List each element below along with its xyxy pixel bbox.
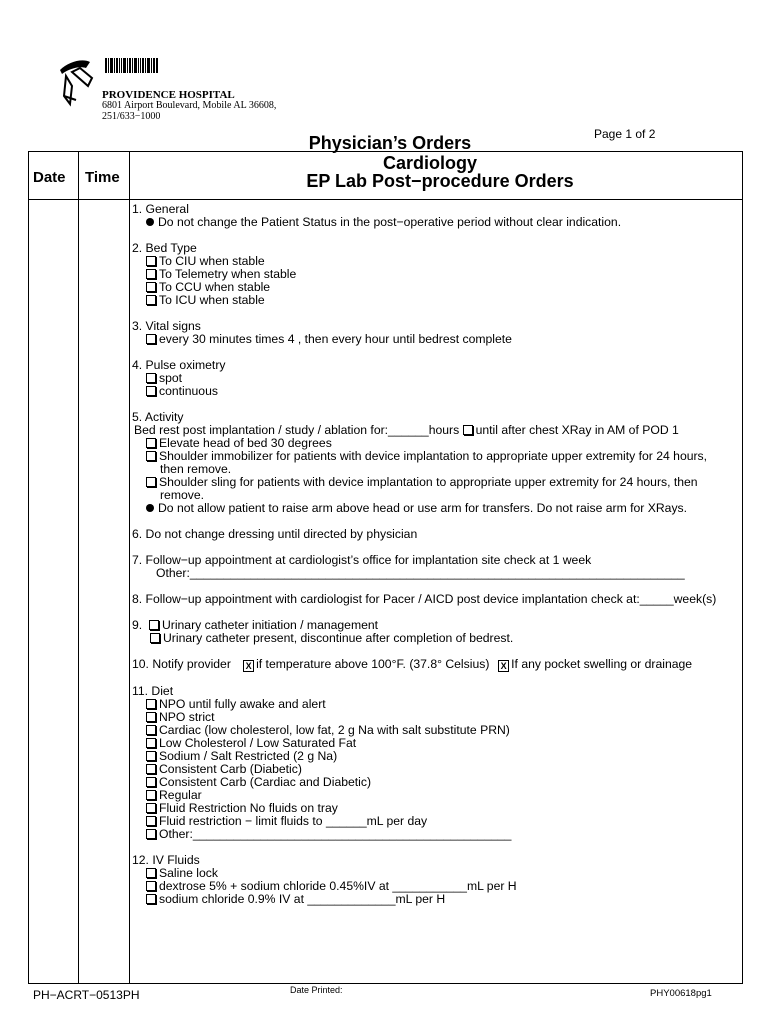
immobilizer-option[interactable]: Shoulder immobilizer for patients with device implantation to appropriate upper extremity for 24 hours, — [132, 450, 737, 463]
diet-option[interactable]: Consistent Carb (Cardiac and Diabetic) — [132, 776, 737, 789]
address-line-1: 6801 Airport Boulevard, Mobile AL 36608, — [102, 100, 277, 111]
bullet-icon — [146, 504, 154, 512]
checkbox-icon[interactable] — [146, 451, 156, 461]
pulse-ox-option[interactable]: spot — [132, 372, 737, 385]
followup-line: 7. Follow−up appointment at cardiologist’s office for implantation site check at 1 week — [132, 553, 592, 567]
checkbox-icon[interactable] — [146, 373, 156, 383]
checkbox-icon[interactable] — [146, 777, 156, 787]
bed-type-option[interactable]: To ICU when stable — [132, 294, 737, 307]
checkbox-icon[interactable] — [146, 881, 156, 891]
iv-option[interactable]: sodium chloride 0.9% IV at _____________mL per H — [132, 893, 737, 906]
urinary-line-2[interactable]: Urinary catheter present, discontinue after completion of bedrest. — [132, 632, 737, 645]
iv-heading: 12. IV Fluids — [132, 853, 200, 867]
bed-type-option[interactable]: To CCU when stable — [132, 281, 737, 294]
followup-device-line: 8. Follow−up appointment with cardiologist for Pacer / AICD post device implantation check at:_____week(s) — [132, 592, 717, 606]
diet-option[interactable]: Cardiac (low cholesterol, low fat, 2 g Na with salt substitute PRN) — [132, 724, 737, 737]
diet-option[interactable]: Low Cholesterol / Low Saturated Fat — [132, 737, 737, 750]
checkbox-icon[interactable] — [146, 816, 156, 826]
checkbox-icon[interactable] — [146, 334, 156, 344]
general-heading: 1. General — [132, 202, 189, 216]
bed-type-option[interactable]: To CIU when stable — [132, 255, 737, 268]
hospital-logo-icon — [56, 56, 102, 108]
barcode — [105, 58, 159, 73]
urinary-line-1[interactable]: 9. Urinary catheter initiation / management — [132, 618, 379, 632]
form-id: PH−ACRT−0513PH — [33, 988, 140, 1002]
checked-box-icon[interactable]: X — [498, 660, 509, 672]
header-divider — [28, 199, 743, 200]
checked-box-icon[interactable]: X — [243, 660, 254, 672]
checkbox-icon[interactable] — [146, 269, 156, 279]
page-number: Page 1 of 2 — [594, 127, 656, 141]
checkbox-icon[interactable] — [463, 425, 473, 435]
diet-option[interactable]: NPO until fully awake and alert — [132, 698, 737, 711]
diet-heading: 11. Diet — [132, 684, 174, 698]
bed-rest-line: Bed rest post implantation / study / ablation for:______hours until after chest XRay in AM of POD 1 — [134, 423, 679, 437]
checkbox-icon[interactable] — [146, 829, 156, 839]
checkbox-icon[interactable] — [149, 620, 159, 630]
diet-option[interactable]: Fluid Restriction No fluids on tray — [132, 802, 737, 815]
checkbox-icon[interactable] — [150, 633, 160, 643]
vital-signs-option[interactable]: every 30 minutes times 4 , then every hour until bedrest complete — [132, 333, 737, 346]
page-code: PHY00618pg1 — [650, 988, 712, 999]
checkbox-icon[interactable] — [146, 256, 156, 266]
checkbox-icon[interactable] — [146, 868, 156, 878]
activity-heading: 5. Activity — [132, 410, 184, 424]
checkbox-icon[interactable] — [146, 751, 156, 761]
pulse-ox-option[interactable]: continuous — [132, 385, 737, 398]
form-subtitle-department: Cardiology — [382, 153, 477, 173]
address-line-2: 251/633−1000 — [102, 111, 161, 122]
immobilizer-cont: then remove. — [160, 462, 232, 476]
diet-option[interactable]: Other:_______________________________________________ — [132, 828, 737, 841]
diet-option[interactable]: Regular — [132, 789, 737, 802]
checkbox-icon[interactable] — [146, 477, 156, 487]
checkbox-icon[interactable] — [146, 738, 156, 748]
bed-type-option[interactable]: To Telemetry when stable — [132, 268, 737, 281]
hospital-address — [102, 100, 276, 122]
checkbox-icon[interactable] — [146, 790, 156, 800]
general-line: Do not change the Patient Status in the post−operative period without clear indication. — [132, 216, 737, 229]
iv-option[interactable]: dextrose 5% + sodium chloride 0.45%IV at ___________mL per H — [132, 880, 737, 893]
sling-cont: remove. — [160, 488, 205, 502]
notify-provider-line: 10. Notify provider X if temperature above 100°F. (37.8° Celsius) X If any pocket swelling or drainage — [132, 657, 693, 671]
date-column-divider — [78, 151, 79, 984]
checkbox-icon[interactable] — [146, 295, 156, 305]
dressing-line: 6. Do not change dressing until directed by physician — [132, 527, 418, 541]
checkbox-icon[interactable] — [146, 282, 156, 292]
hospital-name: PROVIDENCE HOSPITAL — [102, 89, 235, 101]
iv-option[interactable]: Saline lock — [132, 867, 737, 880]
sling-option[interactable]: Shoulder sling for patients with device implantation to appropriate upper extremity for 24 hours, then — [132, 476, 737, 489]
diet-option[interactable]: Sodium / Salt Restricted (2 g Na) — [132, 750, 737, 763]
checkbox-icon[interactable] — [146, 764, 156, 774]
diet-option[interactable]: Fluid restriction − limit fluids to ______mL per day — [132, 815, 737, 828]
diet-option[interactable]: Consistent Carb (Diabetic) — [132, 763, 737, 776]
no-raise-line: Do not allow patient to raise arm above head or use arm for transfers. Do not raise arm for XRays. — [132, 502, 737, 515]
checkbox-icon[interactable] — [146, 712, 156, 722]
checkbox-icon[interactable] — [146, 725, 156, 735]
orders-content — [132, 203, 737, 906]
elevate-option[interactable]: Elevate head of bed 30 degrees — [132, 437, 737, 450]
pulse-ox-heading: 4. Pulse oximetry — [132, 358, 226, 372]
date-column-header: Date — [33, 169, 66, 186]
time-column-divider — [129, 151, 130, 984]
vital-signs-heading: 3. Vital signs — [132, 319, 201, 333]
bed-type-heading: 2. Bed Type — [132, 241, 197, 255]
bullet-icon — [146, 218, 154, 226]
date-printed-label: Date Printed: — [290, 985, 343, 995]
followup-other[interactable]: Other:_________________________________________________________________________ — [156, 566, 685, 580]
checkbox-icon[interactable] — [146, 386, 156, 396]
checkbox-icon[interactable] — [146, 438, 156, 448]
form-title: Physician’s Orders — [308, 133, 472, 153]
checkbox-icon[interactable] — [146, 803, 156, 813]
time-column-header: Time — [85, 169, 120, 186]
diet-option[interactable]: NPO strict — [132, 711, 737, 724]
form-subtitle-orders: EP Lab Post−procedure Orders — [306, 171, 574, 191]
checkbox-icon[interactable] — [146, 894, 156, 904]
checkbox-icon[interactable] — [146, 699, 156, 709]
